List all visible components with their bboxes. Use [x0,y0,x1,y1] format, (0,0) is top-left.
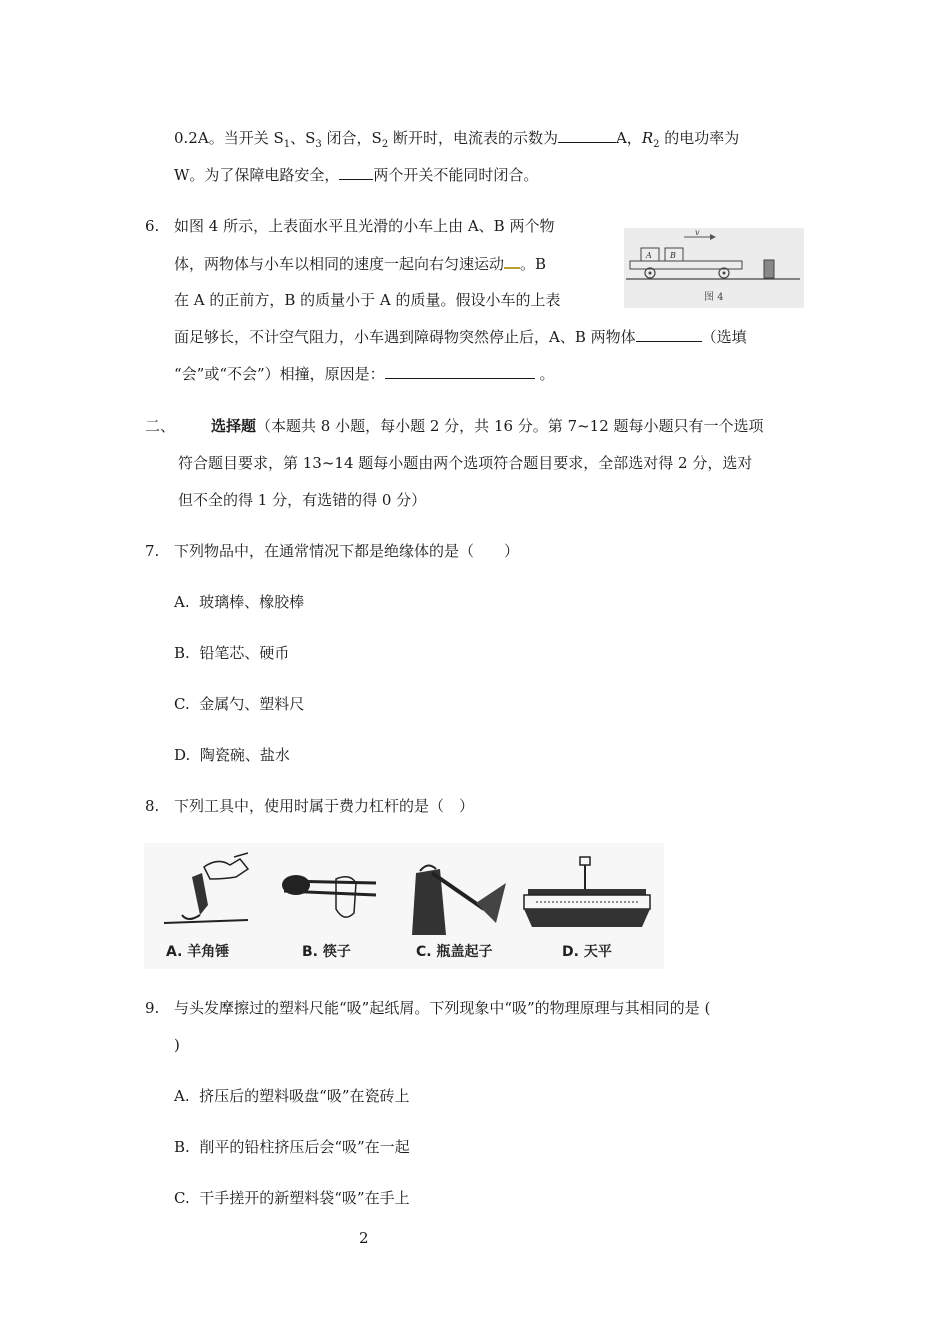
q5-text: 闭合，S [321,129,382,147]
question-number: 7. [145,542,160,560]
option-text: 玻璃棒、橡胶棒 [199,593,305,611]
q8-stem: 下列工具中，使用时属于费力杠杆的是（ ） [174,797,475,815]
figure-4 [624,228,804,308]
q9-stem-line-2: ) [174,1036,180,1054]
section-heading-line-1 [211,416,764,436]
caption-d: D. 天平 [562,944,612,960]
q6-line-4 [174,327,747,347]
option-letter: A. [174,1087,190,1105]
subscript: 2 [653,139,660,150]
answer-blank[interactable] [339,165,373,180]
q6-text: 。B [520,255,547,273]
caption-b: B. 筷子 [302,944,351,960]
q5-line-2 [174,165,538,185]
q5-text: 的电功率为 [659,129,740,147]
figure-caption: 图 4 [704,292,724,303]
q5-text: W。为了保障电路安全， [174,166,340,184]
bottle-opener-icon [412,865,506,935]
q7-option-a[interactable] [174,592,304,612]
answer-blank[interactable] [558,128,616,143]
q6-text: 面足够长，不计空气阻力，小车遇到障碍物突然停止后，A、B 两物体 [174,328,636,346]
q6-line-5 [174,364,554,384]
q5-text: A， [615,129,642,147]
cart-diagram [624,228,804,308]
answer-blank[interactable] [385,364,535,379]
q6-line-3: 在 A 的正前方，B 的质量小于 A 的质量。假设小车的上表 [174,291,561,309]
question-number: 9. [145,999,160,1017]
q5-line-1 [174,128,739,155]
option-text: 铅笔芯、硬币 [199,644,290,662]
tools-illustration [144,843,664,969]
section-heading-line-3: 但不全的得 1 分，有选错的得 0 分） [178,491,427,509]
q6-text: （选填 [701,328,747,346]
section-title: 选择题 [211,417,257,435]
q6-text: “会”或“不会”）相撞，原因是： [174,365,385,383]
page-number: 2 [359,1229,369,1247]
q6-line-2 [174,253,546,274]
block-a-label: A [646,251,652,260]
tools-figure [144,843,664,969]
option-text: 陶瓷碗、盐水 [199,746,290,764]
balance-scale-icon [524,857,650,927]
option-letter: C. [174,695,190,713]
option-text: 干手搓开的新塑料袋“吸”在手上 [199,1189,410,1207]
subscript: 2 [381,139,389,150]
q5-text: 两个开关不能同时闭合。 [373,166,539,184]
q7-stem: 下列物品中，在通常情况下都是绝缘体的是（ ） [174,542,520,560]
q7-option-b[interactable] [174,643,289,663]
option-text: 金属勺、塑料尺 [199,695,305,713]
subscript: 1 [283,139,291,150]
q6-text: 体，两物体与小车以相同的速度一起向右匀速运动 [174,255,505,273]
q7-option-c[interactable] [174,694,304,714]
q5-text: 断开时，电流表的示数为 [388,129,558,147]
answer-blank[interactable] [636,327,702,342]
section-heading-line-2: 符合题目要求，第 13~14 题每小题由两个选项符合题目要求，全部选对得 2 分，选对 [178,454,753,472]
q9-option-b[interactable] [174,1137,410,1157]
option-letter: B. [174,644,190,662]
caption-a: A. 羊角锤 [166,944,230,960]
q6-text: 。 [534,365,555,383]
q9-option-a[interactable] [174,1086,410,1106]
section-number: 二、 [145,417,176,435]
subscript: 3 [315,139,322,150]
q9-stem-line-1: 与头发摩擦过的塑料尺能“吸”起纸屑。下列现象中“吸”的物理原理与其相同的是 ( [174,999,711,1017]
option-text: 削平的铅柱挤压后会“吸”在一起 [199,1138,410,1156]
obstacle [764,260,774,278]
q7-option-d[interactable] [174,745,290,765]
q5-text: 0.2A。当开关 S [174,129,284,147]
option-letter: A. [174,593,190,611]
answer-blank[interactable] [504,253,520,269]
chopsticks-icon [282,875,376,917]
question-number: 8. [145,797,160,815]
option-text: 挤压后的塑料吸盘“吸”在瓷砖上 [199,1087,410,1105]
variable-r: R [641,129,654,147]
q6-line-1: 如图 4 所示，上表面水平且光滑的小车上由 A、B 两个物 [174,217,555,235]
q9-option-c[interactable] [174,1188,410,1208]
block-b-label: B [670,251,676,260]
option-letter: C. [174,1189,190,1207]
caption-c: C. 瓶盖起子 [416,944,493,960]
velocity-label: v [695,228,700,237]
option-letter: D. [174,746,191,764]
section-instructions: （本题共 8 小题，每小题 2 分，共 16 分。第 7~12 题每小题只有一个选项 [256,417,764,435]
claw-hammer-icon [164,853,248,923]
option-letter: B. [174,1138,190,1156]
q5-text: 、S [290,129,316,147]
question-number: 6. [145,217,160,235]
